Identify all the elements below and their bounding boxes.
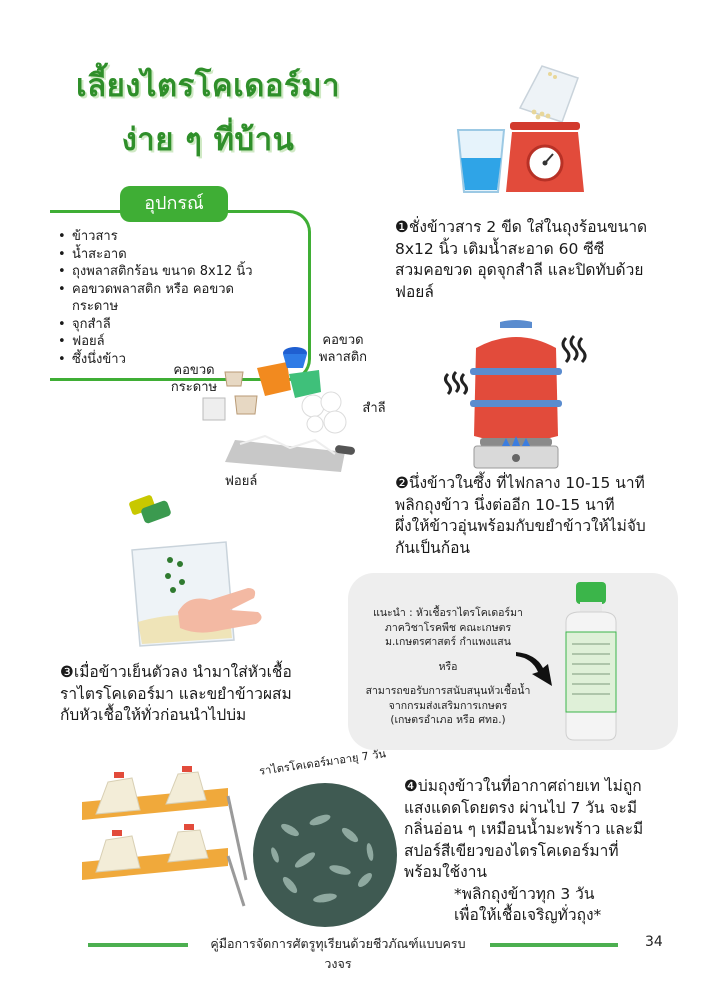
note-line: ภาควิชาโรคพืช คณะเกษตร: [384, 621, 512, 634]
cotton-icon: [302, 392, 346, 433]
steamer-illustration: [440, 318, 590, 473]
page-title: [58, 60, 358, 164]
trichoderma-caption: ราไตรโคเดอร์มาอายุ 7 วัน: [258, 747, 387, 778]
page-number: 34: [645, 934, 663, 950]
equipment-item: • คอขวดพลาสติก หรือ คอขวด: [72, 281, 253, 299]
step-4-line: พร้อมใช้งาน: [404, 863, 488, 881]
footer-line-left: [88, 943, 188, 947]
title-line-1: เลี้ยงไตรโคเดอร์มา: [76, 68, 340, 104]
trichoderma-photo: [250, 780, 400, 930]
equipment-item: • ข้าวสาร: [72, 228, 253, 246]
step-1-line: สวมคอขวด อุดจุกสำลี และปิดทับด้วย: [395, 261, 644, 279]
step-4-note: [404, 884, 704, 927]
step-2-line: ❷นึ่งข้าวในซึ้ง ที่ไฟกลาง 10-15 นาที: [395, 474, 645, 492]
arrow-icon: [512, 650, 556, 690]
equipment-item: • ถุงพลาสติกร้อน ขนาด 8x12 นิ้ว: [72, 263, 253, 281]
step-3-text: [60, 662, 340, 727]
equipment-item-continued: กระดาษ: [72, 299, 119, 314]
label-foil: ฟอยล์: [224, 474, 258, 489]
note-line: แนะนำ : หัวเชื้อราไตรโคเดอร์มา: [373, 607, 523, 619]
note-or: หรือ: [438, 660, 458, 673]
shelf-illustration: [78, 760, 250, 910]
equipment-heading: อุปกรณ์: [120, 186, 228, 222]
kitchen-scale-icon: [506, 122, 584, 192]
note-line: สามารถขอรับการสนับสนุนหัวเชื้อน้ำ: [365, 685, 531, 697]
label-line: คอขวด: [322, 333, 364, 348]
footer-text: คู่มือการจัดการศัตรูทุเรียนด้วยชีวภัณฑ์แบบครบวงจร: [210, 936, 466, 971]
step-1-line: ฟอยล์: [395, 282, 434, 301]
label-paper-neck: [166, 362, 222, 396]
inoculation-illustration: [118, 490, 268, 650]
step-2-text: [395, 473, 695, 559]
inoculum-bottle-icon: [128, 494, 172, 524]
step-4-line: กลิ่นอ่อน ๆ เหมือนน้ำมะพร้าว และมี: [404, 820, 644, 838]
step-4-line: แสงแดดโดยตรง ผ่านไป 7 วัน จะมี: [404, 798, 638, 817]
step-2-line: พลิกถุงข้าว นึ่งต่ออีก 10-15 นาที: [395, 495, 615, 514]
step-2-line: กันเป็นก้อน: [395, 538, 471, 557]
equipment-item: • ซึ้งนึ่งข้าว: [72, 351, 253, 369]
step-4-line: สปอร์สีเขียวของไตรโคเดอร์มาที่: [404, 841, 619, 860]
steamer-pot-icon: [470, 320, 562, 446]
glass-of-water-icon: [458, 130, 504, 192]
label-line: คอขวด: [173, 363, 215, 378]
step-4-text: [404, 776, 704, 927]
footer-line-right: [490, 943, 618, 947]
equipment-item: • จุกสำลี: [72, 316, 253, 334]
label-line: พลาสติก: [318, 350, 368, 365]
equipment-item: • น้ำสะอาด: [72, 246, 253, 264]
scale-illustration: [450, 60, 600, 200]
step-4-note-line: *พลิกถุงข้าวทุก 3 วัน: [454, 884, 595, 903]
rice-bag-icon: [520, 66, 578, 122]
recommendation-text: [362, 606, 534, 728]
note-line: จากกรมส่งเสริมการเกษตร: [388, 699, 508, 712]
note-line: (เกษตรอำเภอ หรือ ศทอ.): [390, 714, 506, 726]
step-4-note-line: เพื่อให้เชื้อเจริญทั่วถุง*: [454, 906, 602, 924]
step-1-text: [395, 217, 695, 303]
step-4-line: ❹บ่มถุงข้าวในที่อากาศถ่ายเท ไม่ถูก: [404, 777, 642, 795]
step-3-line: ราไตรโคเดอร์มา และขยำข้าวผสม: [60, 684, 292, 703]
equipment-item: • ฟอยล์: [72, 333, 253, 351]
step-1-line: ❶ชั่งข้าวสาร 2 ขีด ใส่ในถุงร้อนขนาด: [395, 218, 648, 236]
step-2-line: ผึ่งให้ข้าวอุ่นพร้อมกับขยำข้าวให้ไม่จับ: [395, 517, 646, 535]
step-1-line: 8x12 นิ้ว เติมน้ำสะอาด 60 ซีซี: [395, 239, 605, 258]
note-line: ม.เกษตรศาสตร์ กำแพงแสน: [385, 636, 511, 648]
foil-roll-icon: [225, 436, 355, 472]
label-cotton: สำลี: [362, 401, 386, 416]
label-plastic-neck: [312, 332, 374, 366]
label-line: กระดาษ: [170, 380, 218, 395]
title-line-2: ง่าย ๆ ที่บ้าน: [121, 122, 295, 158]
inoculum-bottle-icon: [560, 582, 622, 742]
step-3-line: กับหัวเชื้อให้ทั่วก่อนนำไปบ่ม: [60, 706, 247, 724]
step-3-line: ❸เมื่อข้าวเย็นตัวลง นำมาใส่หัวเชื้อ: [60, 663, 292, 681]
